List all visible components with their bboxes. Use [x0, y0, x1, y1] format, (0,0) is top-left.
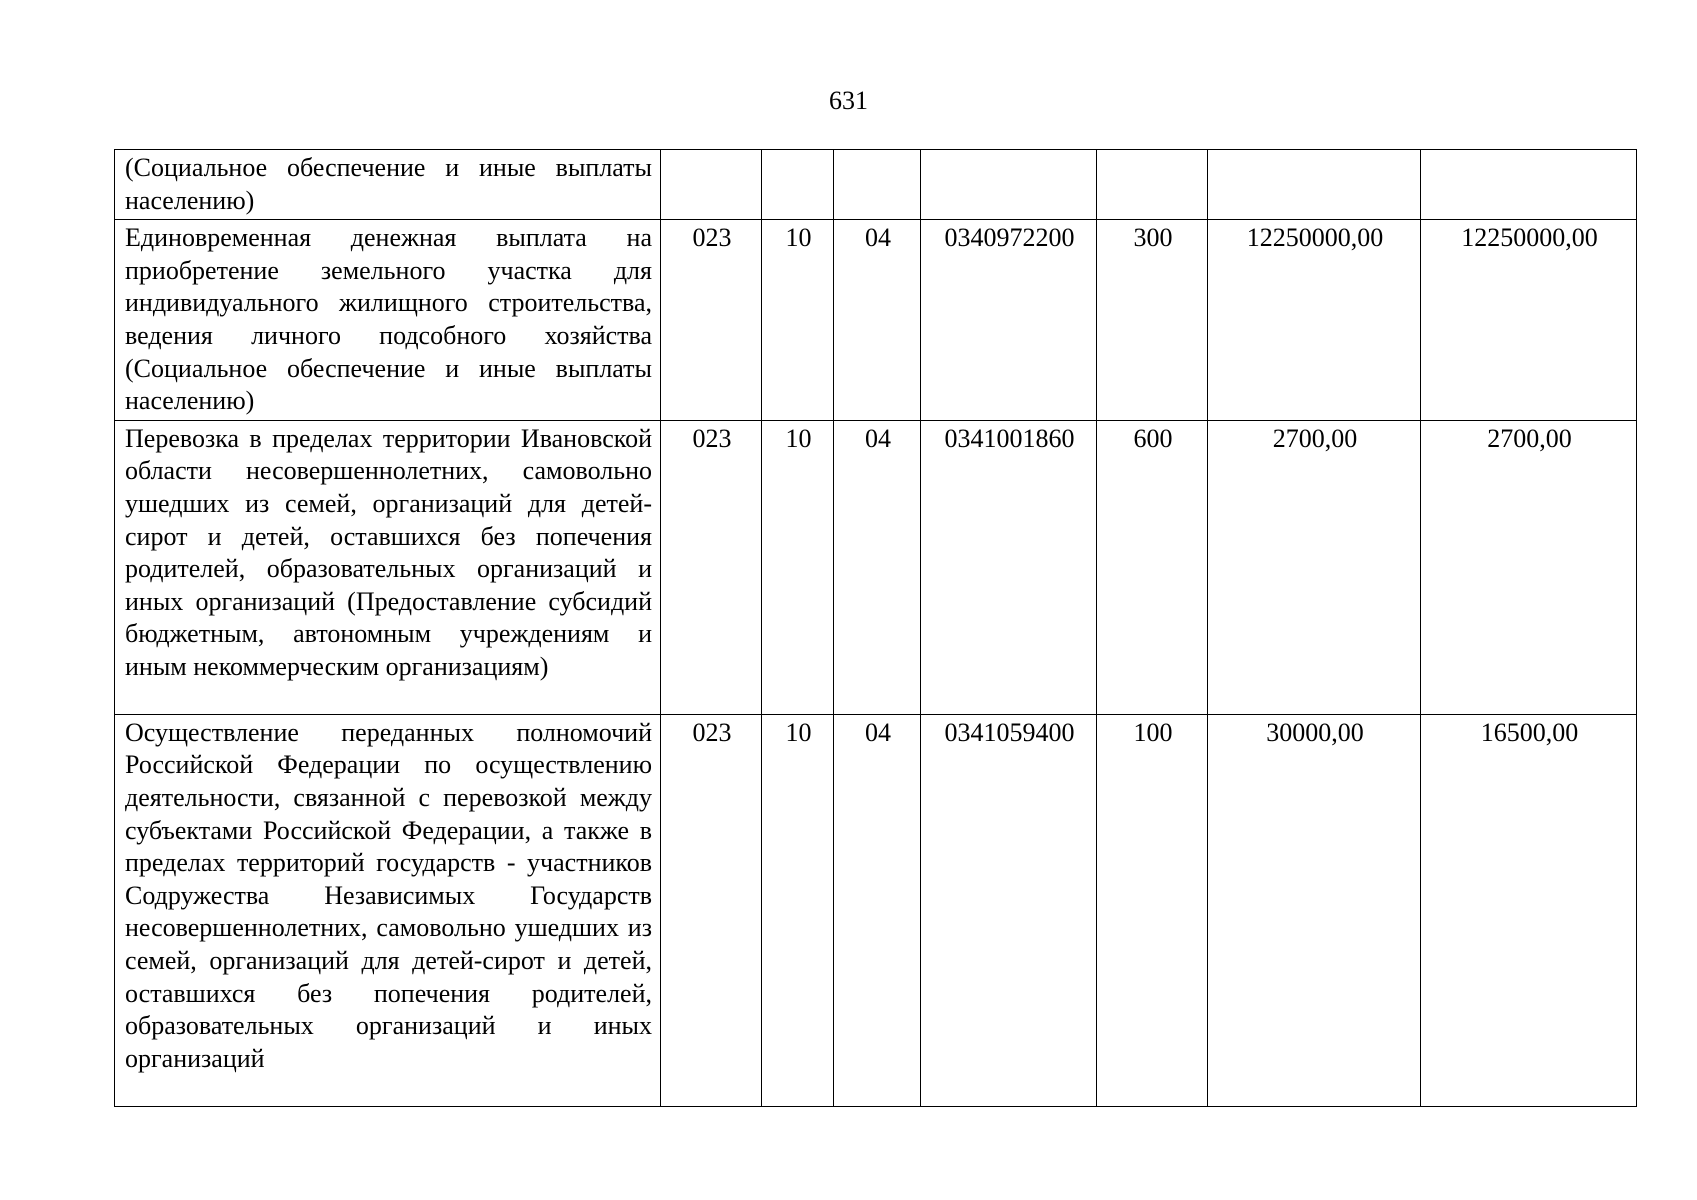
amount-2: 16500,00: [1421, 714, 1637, 1106]
amount-1: 2700,00: [1208, 420, 1421, 714]
amount-1: 30000,00: [1208, 714, 1421, 1106]
table-row: [115, 714, 1637, 1106]
row-description: (Социальное обеспечение и иные выплаты населению): [115, 150, 661, 220]
section-code: 10: [762, 220, 834, 421]
row-description: Перевозка в пределах территории Ивановской области несовершеннолетних, самовольно ушедших из семей, организаций для детей-сирот и детей, оставшихся без попечения родителей, образовательных организаций и иных организаций (Предоставление субсидий бюджетным, автономным учреждениям и иным некоммерческим организациям): [115, 420, 661, 714]
target-article-code: 0341059400: [921, 714, 1097, 1106]
expense-type-code: [1097, 150, 1208, 220]
amount-2: 2700,00: [1421, 420, 1637, 714]
subsection-code: 04: [834, 714, 921, 1106]
ministry-code: 023: [661, 220, 762, 421]
amount-1: 12250000,00: [1208, 220, 1421, 421]
expense-type-code: 600: [1097, 420, 1208, 714]
ministry-code: 023: [661, 714, 762, 1106]
budget-table: [114, 149, 1637, 1107]
table-row: [115, 420, 1637, 714]
target-article-code: 0341001860: [921, 420, 1097, 714]
amount-2: [1421, 150, 1637, 220]
target-article-code: [921, 150, 1097, 220]
section-code: [762, 150, 834, 220]
expense-type-code: 100: [1097, 714, 1208, 1106]
ministry-code: [661, 150, 762, 220]
row-description: Единовременная денежная выплата на приобретение земельного участка для индивидуального жилищного строительства, ведения личного подсобного хозяйства (Социальное обеспечение и иные выплаты населению): [115, 220, 661, 421]
subsection-code: [834, 150, 921, 220]
expense-type-code: 300: [1097, 220, 1208, 421]
subsection-code: 04: [834, 420, 921, 714]
target-article-code: 0340972200: [921, 220, 1097, 421]
amount-1: [1208, 150, 1421, 220]
table-row: [115, 150, 1637, 220]
section-code: 10: [762, 420, 834, 714]
page-number: 631: [829, 86, 868, 115]
table-row: [115, 220, 1637, 421]
subsection-code: 04: [834, 220, 921, 421]
ministry-code: 023: [661, 420, 762, 714]
amount-2: 12250000,00: [1421, 220, 1637, 421]
section-code: 10: [762, 714, 834, 1106]
row-description: Осуществление переданных полномочий Российской Федерации по осуществлению деятельности, связанной с перевозкой между субъектами Российской Федерации, а также в пределах территорий государств - участников Содружества Независимых Государств несовершеннолетних, самовольно ушедших из семей, организаций для детей-сирот и детей, оставшихся без попечения родителей, образовательных организаций и иных организаций: [115, 714, 661, 1106]
